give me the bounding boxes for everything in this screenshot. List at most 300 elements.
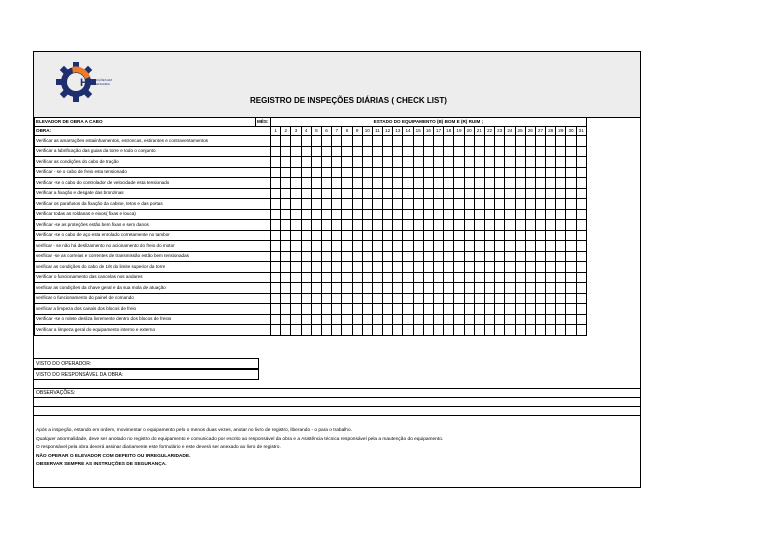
check-cell[interactable] xyxy=(342,272,352,283)
check-cell[interactable] xyxy=(454,167,464,178)
check-cell[interactable] xyxy=(566,188,576,199)
check-cell[interactable] xyxy=(393,178,403,189)
check-cell[interactable] xyxy=(372,241,382,252)
check-cell[interactable] xyxy=(576,241,586,252)
check-cell[interactable] xyxy=(342,220,352,231)
check-cell[interactable] xyxy=(515,272,525,283)
check-cell[interactable] xyxy=(372,157,382,168)
check-cell[interactable] xyxy=(515,230,525,241)
check-cell[interactable] xyxy=(454,136,464,147)
check-cell[interactable] xyxy=(311,314,321,325)
check-cell[interactable] xyxy=(444,262,454,273)
check-cell[interactable] xyxy=(403,314,413,325)
check-cell[interactable] xyxy=(352,146,362,157)
check-cell[interactable] xyxy=(301,272,311,283)
check-cell[interactable] xyxy=(454,251,464,262)
check-cell[interactable] xyxy=(576,251,586,262)
check-cell[interactable] xyxy=(515,251,525,262)
check-cell[interactable] xyxy=(362,188,372,199)
check-cell[interactable] xyxy=(311,230,321,241)
check-cell[interactable] xyxy=(332,157,342,168)
check-cell[interactable] xyxy=(321,314,331,325)
check-cell[interactable] xyxy=(464,146,474,157)
check-cell[interactable] xyxy=(403,325,413,336)
check-cell[interactable] xyxy=(525,241,535,252)
check-cell[interactable] xyxy=(423,293,433,304)
check-cell[interactable] xyxy=(352,272,362,283)
check-cell[interactable] xyxy=(546,304,556,315)
check-cell[interactable] xyxy=(301,293,311,304)
check-cell[interactable] xyxy=(556,314,566,325)
check-cell[interactable] xyxy=(413,272,423,283)
check-cell[interactable] xyxy=(484,325,494,336)
check-cell[interactable] xyxy=(546,146,556,157)
check-cell[interactable] xyxy=(515,293,525,304)
check-cell[interactable] xyxy=(525,136,535,147)
check-cell[interactable] xyxy=(515,241,525,252)
check-cell[interactable] xyxy=(525,230,535,241)
check-cell[interactable] xyxy=(464,241,474,252)
check-cell[interactable] xyxy=(403,262,413,273)
check-cell[interactable] xyxy=(383,283,393,294)
check-cell[interactable] xyxy=(535,293,545,304)
check-cell[interactable] xyxy=(474,272,484,283)
check-cell[interactable] xyxy=(474,178,484,189)
check-cell[interactable] xyxy=(362,283,372,294)
check-cell[interactable] xyxy=(576,304,586,315)
check-cell[interactable] xyxy=(332,178,342,189)
check-cell[interactable] xyxy=(576,157,586,168)
check-cell[interactable] xyxy=(332,283,342,294)
check-cell[interactable] xyxy=(352,167,362,178)
check-cell[interactable] xyxy=(332,272,342,283)
check-cell[interactable] xyxy=(556,251,566,262)
check-cell[interactable] xyxy=(556,199,566,210)
check-cell[interactable] xyxy=(413,283,423,294)
check-cell[interactable] xyxy=(474,157,484,168)
check-cell[interactable] xyxy=(546,199,556,210)
check-cell[interactable] xyxy=(464,251,474,262)
check-cell[interactable] xyxy=(454,241,464,252)
check-cell[interactable] xyxy=(515,304,525,315)
check-cell[interactable] xyxy=(474,283,484,294)
check-cell[interactable] xyxy=(525,314,535,325)
check-cell[interactable] xyxy=(556,220,566,231)
check-cell[interactable] xyxy=(372,167,382,178)
manager-signature[interactable]: VISTO DO RESPONSÁVEL DA OBRA: xyxy=(34,369,259,380)
check-cell[interactable] xyxy=(352,220,362,231)
check-cell[interactable] xyxy=(383,293,393,304)
check-cell[interactable] xyxy=(291,304,301,315)
check-cell[interactable] xyxy=(362,199,372,210)
check-cell[interactable] xyxy=(321,262,331,273)
check-cell[interactable] xyxy=(321,241,331,252)
check-cell[interactable] xyxy=(403,283,413,294)
check-cell[interactable] xyxy=(423,167,433,178)
check-cell[interactable] xyxy=(566,293,576,304)
check-cell[interactable] xyxy=(444,230,454,241)
check-cell[interactable] xyxy=(546,178,556,189)
check-cell[interactable] xyxy=(535,188,545,199)
check-cell[interactable] xyxy=(454,293,464,304)
check-cell[interactable] xyxy=(281,220,291,231)
check-cell[interactable] xyxy=(372,220,382,231)
check-cell[interactable] xyxy=(546,293,556,304)
check-cell[interactable] xyxy=(444,199,454,210)
check-cell[interactable] xyxy=(484,314,494,325)
check-cell[interactable] xyxy=(423,209,433,220)
check-cell[interactable] xyxy=(556,325,566,336)
check-cell[interactable] xyxy=(301,283,311,294)
check-cell[interactable] xyxy=(301,167,311,178)
check-cell[interactable] xyxy=(413,325,423,336)
check-cell[interactable] xyxy=(444,209,454,220)
check-cell[interactable] xyxy=(362,293,372,304)
check-cell[interactable] xyxy=(352,188,362,199)
check-cell[interactable] xyxy=(505,146,515,157)
check-cell[interactable] xyxy=(271,209,281,220)
check-cell[interactable] xyxy=(474,241,484,252)
check-cell[interactable] xyxy=(423,188,433,199)
check-cell[interactable] xyxy=(403,157,413,168)
check-cell[interactable] xyxy=(423,146,433,157)
check-cell[interactable] xyxy=(556,283,566,294)
check-cell[interactable] xyxy=(291,220,301,231)
check-cell[interactable] xyxy=(454,146,464,157)
check-cell[interactable] xyxy=(535,272,545,283)
check-cell[interactable] xyxy=(566,262,576,273)
check-cell[interactable] xyxy=(383,314,393,325)
check-cell[interactable] xyxy=(393,272,403,283)
check-cell[interactable] xyxy=(434,220,444,231)
check-cell[interactable] xyxy=(332,167,342,178)
check-cell[interactable] xyxy=(372,283,382,294)
check-cell[interactable] xyxy=(403,272,413,283)
check-cell[interactable] xyxy=(413,241,423,252)
check-cell[interactable] xyxy=(444,167,454,178)
check-cell[interactable] xyxy=(271,251,281,262)
check-cell[interactable] xyxy=(495,314,505,325)
check-cell[interactable] xyxy=(576,188,586,199)
check-cell[interactable] xyxy=(281,230,291,241)
check-cell[interactable] xyxy=(556,178,566,189)
check-cell[interactable] xyxy=(423,230,433,241)
check-cell[interactable] xyxy=(281,146,291,157)
check-cell[interactable] xyxy=(495,167,505,178)
check-cell[interactable] xyxy=(301,188,311,199)
check-cell[interactable] xyxy=(495,293,505,304)
check-cell[interactable] xyxy=(484,283,494,294)
check-cell[interactable] xyxy=(434,283,444,294)
check-cell[interactable] xyxy=(484,293,494,304)
check-cell[interactable] xyxy=(311,293,321,304)
check-cell[interactable] xyxy=(291,188,301,199)
check-cell[interactable] xyxy=(271,304,281,315)
check-cell[interactable] xyxy=(576,136,586,147)
observations-line[interactable] xyxy=(34,415,640,416)
check-cell[interactable] xyxy=(403,199,413,210)
check-cell[interactable] xyxy=(291,293,301,304)
check-cell[interactable] xyxy=(546,283,556,294)
check-cell[interactable] xyxy=(484,178,494,189)
check-cell[interactable] xyxy=(311,136,321,147)
check-cell[interactable] xyxy=(434,325,444,336)
check-cell[interactable] xyxy=(535,251,545,262)
check-cell[interactable] xyxy=(413,188,423,199)
check-cell[interactable] xyxy=(413,304,423,315)
check-cell[interactable] xyxy=(576,283,586,294)
check-cell[interactable] xyxy=(535,325,545,336)
month-label[interactable]: MÊS: xyxy=(256,118,271,127)
check-cell[interactable] xyxy=(383,325,393,336)
check-cell[interactable] xyxy=(372,251,382,262)
check-cell[interactable] xyxy=(434,251,444,262)
check-cell[interactable] xyxy=(413,157,423,168)
check-cell[interactable] xyxy=(484,262,494,273)
check-cell[interactable] xyxy=(546,272,556,283)
check-cell[interactable] xyxy=(515,157,525,168)
check-cell[interactable] xyxy=(301,230,311,241)
check-cell[interactable] xyxy=(505,199,515,210)
check-cell[interactable] xyxy=(342,188,352,199)
check-cell[interactable] xyxy=(566,241,576,252)
check-cell[interactable] xyxy=(444,220,454,231)
check-cell[interactable] xyxy=(464,220,474,231)
check-cell[interactable] xyxy=(311,272,321,283)
check-cell[interactable] xyxy=(505,167,515,178)
check-cell[interactable] xyxy=(352,230,362,241)
check-cell[interactable] xyxy=(281,304,291,315)
check-cell[interactable] xyxy=(393,251,403,262)
check-cell[interactable] xyxy=(413,220,423,231)
check-cell[interactable] xyxy=(535,241,545,252)
check-cell[interactable] xyxy=(444,325,454,336)
check-cell[interactable] xyxy=(495,272,505,283)
check-cell[interactable] xyxy=(291,230,301,241)
check-cell[interactable] xyxy=(525,199,535,210)
check-cell[interactable] xyxy=(505,304,515,315)
check-cell[interactable] xyxy=(271,157,281,168)
check-cell[interactable] xyxy=(362,251,372,262)
check-cell[interactable] xyxy=(546,262,556,273)
check-cell[interactable] xyxy=(515,283,525,294)
check-cell[interactable] xyxy=(281,251,291,262)
check-cell[interactable] xyxy=(301,262,311,273)
check-cell[interactable] xyxy=(311,325,321,336)
check-cell[interactable] xyxy=(271,136,281,147)
check-cell[interactable] xyxy=(311,146,321,157)
check-cell[interactable] xyxy=(464,283,474,294)
check-cell[interactable] xyxy=(505,283,515,294)
check-cell[interactable] xyxy=(291,157,301,168)
check-cell[interactable] xyxy=(362,272,372,283)
check-cell[interactable] xyxy=(362,178,372,189)
check-cell[interactable] xyxy=(495,178,505,189)
check-cell[interactable] xyxy=(546,220,556,231)
check-cell[interactable] xyxy=(311,199,321,210)
check-cell[interactable] xyxy=(291,262,301,273)
check-cell[interactable] xyxy=(301,178,311,189)
check-cell[interactable] xyxy=(281,209,291,220)
check-cell[interactable] xyxy=(484,251,494,262)
check-cell[interactable] xyxy=(454,209,464,220)
check-cell[interactable] xyxy=(444,304,454,315)
check-cell[interactable] xyxy=(546,136,556,147)
check-cell[interactable] xyxy=(505,220,515,231)
check-cell[interactable] xyxy=(342,209,352,220)
check-cell[interactable] xyxy=(271,199,281,210)
observations-line[interactable] xyxy=(34,397,640,398)
check-cell[interactable] xyxy=(423,178,433,189)
check-cell[interactable] xyxy=(434,314,444,325)
check-cell[interactable] xyxy=(383,146,393,157)
check-cell[interactable] xyxy=(383,262,393,273)
check-cell[interactable] xyxy=(393,314,403,325)
check-cell[interactable] xyxy=(484,209,494,220)
check-cell[interactable] xyxy=(352,283,362,294)
check-cell[interactable] xyxy=(484,157,494,168)
check-cell[interactable] xyxy=(495,230,505,241)
check-cell[interactable] xyxy=(372,293,382,304)
check-cell[interactable] xyxy=(444,136,454,147)
check-cell[interactable] xyxy=(352,157,362,168)
check-cell[interactable] xyxy=(301,220,311,231)
check-cell[interactable] xyxy=(515,209,525,220)
check-cell[interactable] xyxy=(383,230,393,241)
check-cell[interactable] xyxy=(383,167,393,178)
check-cell[interactable] xyxy=(556,146,566,157)
check-cell[interactable] xyxy=(464,325,474,336)
check-cell[interactable] xyxy=(566,136,576,147)
check-cell[interactable] xyxy=(383,178,393,189)
check-cell[interactable] xyxy=(332,251,342,262)
check-cell[interactable] xyxy=(413,293,423,304)
check-cell[interactable] xyxy=(372,304,382,315)
check-cell[interactable] xyxy=(311,178,321,189)
check-cell[interactable] xyxy=(454,178,464,189)
check-cell[interactable] xyxy=(505,188,515,199)
check-cell[interactable] xyxy=(423,157,433,168)
check-cell[interactable] xyxy=(332,241,342,252)
check-cell[interactable] xyxy=(372,199,382,210)
check-cell[interactable] xyxy=(464,188,474,199)
check-cell[interactable] xyxy=(271,272,281,283)
check-cell[interactable] xyxy=(576,230,586,241)
check-cell[interactable] xyxy=(281,199,291,210)
check-cell[interactable] xyxy=(403,146,413,157)
check-cell[interactable] xyxy=(423,262,433,273)
check-cell[interactable] xyxy=(495,325,505,336)
check-cell[interactable] xyxy=(495,241,505,252)
check-cell[interactable] xyxy=(444,146,454,157)
check-cell[interactable] xyxy=(556,188,566,199)
check-cell[interactable] xyxy=(281,283,291,294)
check-cell[interactable] xyxy=(546,167,556,178)
check-cell[interactable] xyxy=(393,241,403,252)
check-cell[interactable] xyxy=(281,167,291,178)
check-cell[interactable] xyxy=(474,188,484,199)
check-cell[interactable] xyxy=(525,283,535,294)
check-cell[interactable] xyxy=(342,199,352,210)
check-cell[interactable] xyxy=(342,293,352,304)
check-cell[interactable] xyxy=(464,230,474,241)
check-cell[interactable] xyxy=(362,209,372,220)
check-cell[interactable] xyxy=(535,178,545,189)
check-cell[interactable] xyxy=(505,178,515,189)
check-cell[interactable] xyxy=(505,293,515,304)
check-cell[interactable] xyxy=(352,209,362,220)
check-cell[interactable] xyxy=(393,146,403,157)
check-cell[interactable] xyxy=(444,283,454,294)
check-cell[interactable] xyxy=(352,136,362,147)
check-cell[interactable] xyxy=(484,241,494,252)
check-cell[interactable] xyxy=(556,304,566,315)
check-cell[interactable] xyxy=(454,262,464,273)
check-cell[interactable] xyxy=(474,199,484,210)
check-cell[interactable] xyxy=(515,178,525,189)
check-cell[interactable] xyxy=(454,188,464,199)
check-cell[interactable] xyxy=(484,230,494,241)
check-cell[interactable] xyxy=(474,230,484,241)
check-cell[interactable] xyxy=(525,178,535,189)
check-cell[interactable] xyxy=(291,314,301,325)
check-cell[interactable] xyxy=(393,199,403,210)
check-cell[interactable] xyxy=(495,157,505,168)
check-cell[interactable] xyxy=(281,293,291,304)
check-cell[interactable] xyxy=(311,283,321,294)
check-cell[interactable] xyxy=(311,241,321,252)
check-cell[interactable] xyxy=(535,314,545,325)
check-cell[interactable] xyxy=(495,209,505,220)
check-cell[interactable] xyxy=(444,188,454,199)
check-cell[interactable] xyxy=(393,325,403,336)
check-cell[interactable] xyxy=(362,325,372,336)
check-cell[interactable] xyxy=(393,188,403,199)
check-cell[interactable] xyxy=(566,325,576,336)
check-cell[interactable] xyxy=(393,304,403,315)
check-cell[interactable] xyxy=(301,199,311,210)
check-cell[interactable] xyxy=(454,272,464,283)
check-cell[interactable] xyxy=(281,188,291,199)
check-cell[interactable] xyxy=(495,304,505,315)
check-cell[interactable] xyxy=(383,157,393,168)
check-cell[interactable] xyxy=(311,157,321,168)
check-cell[interactable] xyxy=(535,262,545,273)
check-cell[interactable] xyxy=(403,251,413,262)
check-cell[interactable] xyxy=(281,325,291,336)
check-cell[interactable] xyxy=(383,241,393,252)
check-cell[interactable] xyxy=(332,209,342,220)
check-cell[interactable] xyxy=(383,188,393,199)
check-cell[interactable] xyxy=(495,283,505,294)
check-cell[interactable] xyxy=(291,178,301,189)
check-cell[interactable] xyxy=(434,157,444,168)
check-cell[interactable] xyxy=(301,325,311,336)
check-cell[interactable] xyxy=(393,262,403,273)
check-cell[interactable] xyxy=(281,262,291,273)
check-cell[interactable] xyxy=(403,188,413,199)
check-cell[interactable] xyxy=(423,314,433,325)
check-cell[interactable] xyxy=(321,188,331,199)
check-cell[interactable] xyxy=(495,220,505,231)
check-cell[interactable] xyxy=(281,178,291,189)
check-cell[interactable] xyxy=(576,325,586,336)
check-cell[interactable] xyxy=(464,178,474,189)
check-cell[interactable] xyxy=(484,272,494,283)
check-cell[interactable] xyxy=(484,220,494,231)
check-cell[interactable] xyxy=(342,325,352,336)
check-cell[interactable] xyxy=(281,314,291,325)
